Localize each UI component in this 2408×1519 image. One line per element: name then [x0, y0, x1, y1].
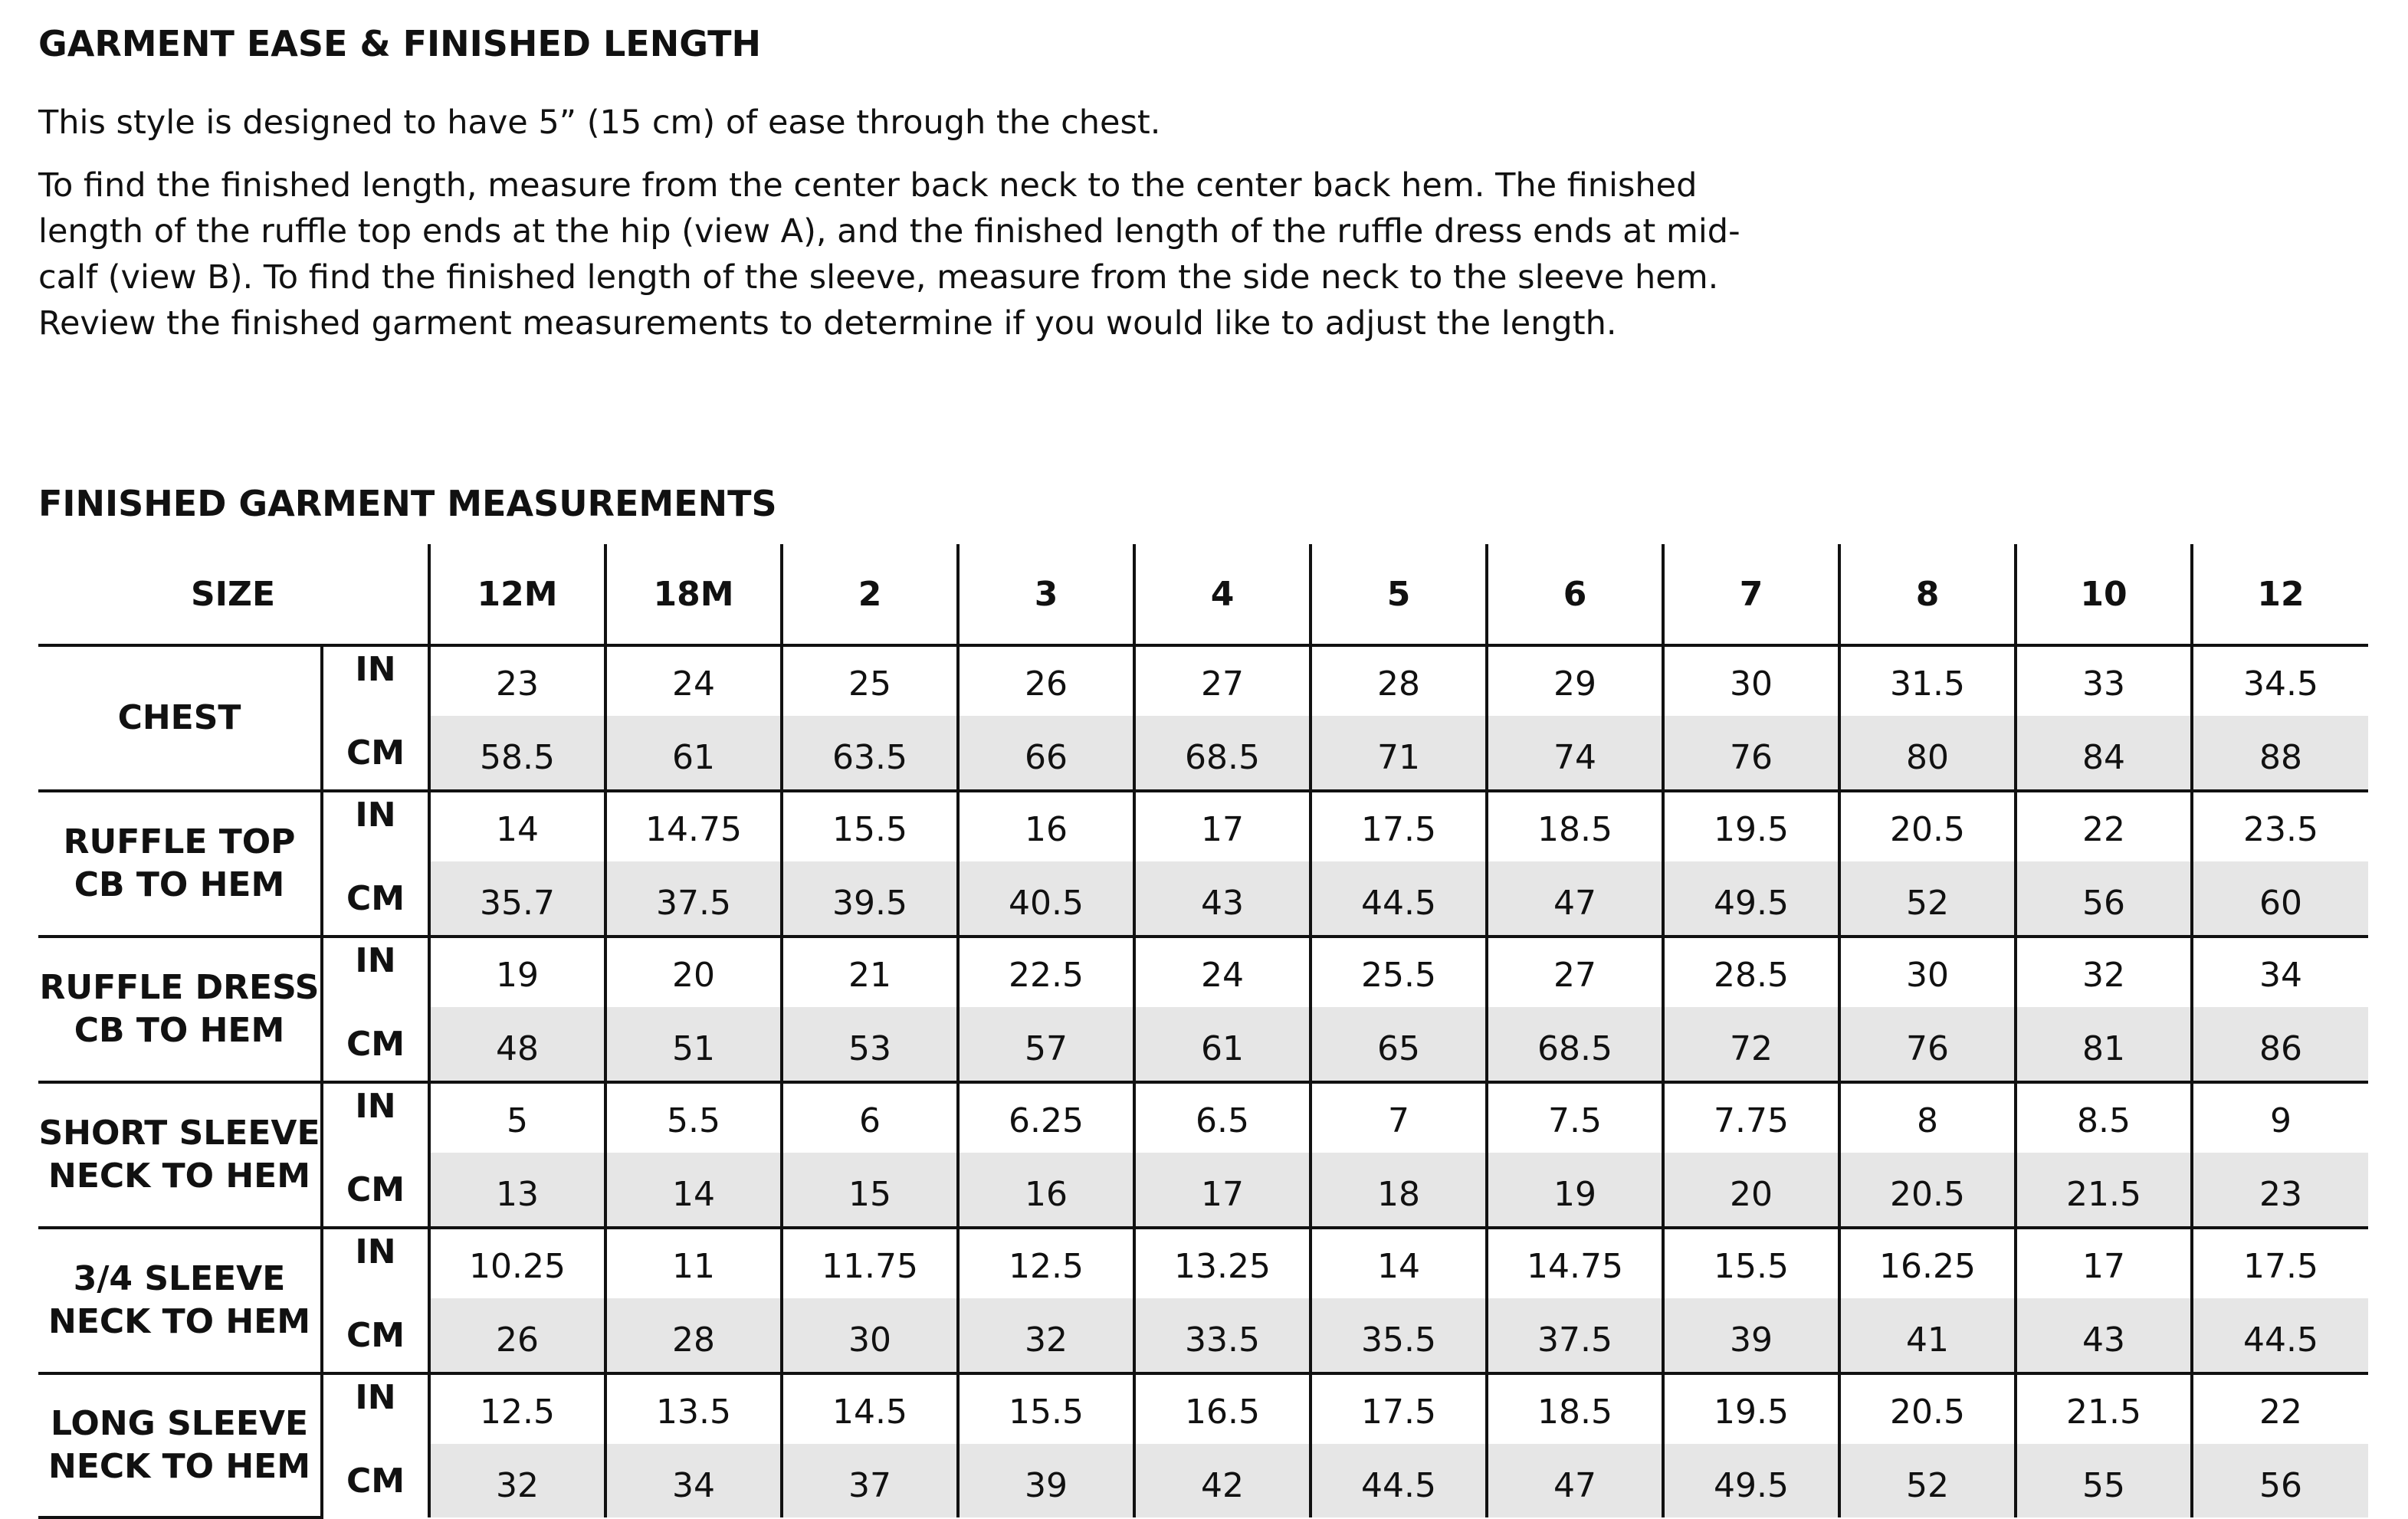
measurement-cell-in: 25 [782, 645, 958, 716]
measurement-cell-in: 24 [1134, 937, 1311, 1007]
size-header-cell: 4 [1134, 544, 1311, 645]
measurement-cell-in: 11 [605, 1228, 782, 1298]
measurement-cell-cm: 23 [2192, 1153, 2368, 1228]
size-header-cell: 5 [1311, 544, 1487, 645]
measurement-cell-cm: 66 [958, 716, 1134, 791]
measurement-cell-in: 34.5 [2192, 645, 2368, 716]
measurement-cell-cm: 39.5 [782, 861, 958, 937]
measurement-row-label [38, 937, 322, 1082]
measurement-row-label [38, 1228, 322, 1373]
unit-label-in: IN [322, 1082, 429, 1153]
measurement-cell-in: 23.5 [2192, 791, 2368, 861]
unit-label-cm: CM [322, 716, 429, 791]
measurement-cell-cm: 74 [1487, 716, 1663, 791]
measurement-row-cm [38, 861, 2368, 937]
measurement-cell-cm: 43 [1134, 861, 1311, 937]
measurement-cell-cm: 28 [605, 1298, 782, 1373]
finished-length-paragraph: To find the finished length, measure from the center back neck to the center back hem. The finished length of the ruffle top ends at the hip (view A), and the finished length of the ruffle dress ends at mid-calf (view B). To find the finished length of the sleeve, measure from the side neck to the sleeve hem. Review the finished garment measurements to determine if you would like to adjust the length. [38, 166, 1740, 343]
measurement-cell-in: 7 [1311, 1082, 1487, 1153]
measurement-cell-in: 33 [2016, 645, 2192, 716]
measurement-cell-in: 14.5 [782, 1373, 958, 1444]
measurement-cell-in: 21 [782, 937, 958, 1007]
measurement-cell-cm: 42 [1134, 1444, 1311, 1517]
measurement-cell-cm: 18 [1311, 1153, 1487, 1228]
measurement-cell-cm: 68.5 [1487, 1007, 1663, 1082]
measurement-cell-in: 16.5 [1134, 1373, 1311, 1444]
measurement-cell-in: 27 [1134, 645, 1311, 716]
measurement-cell-in: 6.5 [1134, 1082, 1311, 1153]
measurement-cell-cm: 37.5 [605, 861, 782, 937]
measurement-cell-in: 17.5 [1311, 1373, 1487, 1444]
measurement-row-cm [38, 716, 2368, 791]
measurement-cell-cm: 19 [1487, 1153, 1663, 1228]
unit-label-cm: CM [322, 1444, 429, 1517]
row-label-line: RUFFLE DRESS [39, 968, 320, 1007]
measurement-cell-in: 8 [1839, 1082, 2016, 1153]
measurement-cell-cm: 40.5 [958, 861, 1134, 937]
measurement-cell-in: 19.5 [1663, 1373, 1839, 1444]
size-header-row [38, 544, 2368, 645]
measurement-cell-cm: 52 [1839, 1444, 2016, 1517]
measurement-cell-cm: 51 [605, 1007, 782, 1082]
measurement-cell-cm: 32 [958, 1298, 1134, 1373]
measurement-cell-cm: 52 [1839, 861, 2016, 937]
measurement-cell-in: 22 [2192, 1373, 2368, 1444]
unit-label-cm: CM [322, 1007, 429, 1082]
measurement-cell-in: 9 [2192, 1082, 2368, 1153]
measurement-row-label [38, 645, 322, 791]
measurement-cell-cm: 48 [429, 1007, 605, 1082]
measurement-cell-cm: 16 [958, 1153, 1134, 1228]
size-header-cell: 12M [429, 544, 605, 645]
measurement-cell-in: 34 [2192, 937, 2368, 1007]
measurement-cell-cm: 63.5 [782, 716, 958, 791]
measurement-cell-cm: 49.5 [1663, 861, 1839, 937]
unit-label-cm: CM [322, 1298, 429, 1373]
measurement-cell-cm: 37 [782, 1444, 958, 1517]
measurement-cell-cm: 57 [958, 1007, 1134, 1082]
measurement-cell-cm: 20 [1663, 1153, 1839, 1228]
measurement-cell-cm: 21.5 [2016, 1153, 2192, 1228]
measurement-cell-in: 14 [496, 809, 539, 849]
measurement-cell-cm: 58.5 [429, 716, 605, 791]
measurement-cell-cm: 20.5 [1839, 1153, 2016, 1228]
measurement-cell-in: 6 [782, 1082, 958, 1153]
measurement-cell-in: 20.5 [1839, 791, 2016, 861]
measurement-cell-cm: 72 [1663, 1007, 1839, 1082]
measurement-cell-cm: 44.5 [1311, 1444, 1487, 1517]
size-header-label: SIZE [38, 544, 429, 645]
measurement-cell-in: 26 [958, 645, 1134, 716]
measurement-row-cm [38, 1298, 2368, 1373]
measurement-cell-in: 7.5 [1487, 1082, 1663, 1153]
measurement-cell-in: 29 [1487, 645, 1663, 716]
ease-section-title: GARMENT EASE & FINISHED LENGTH [38, 23, 762, 64]
measurement-cell-cm: 44.5 [2192, 1298, 2368, 1373]
measurement-cell-cm: 30 [782, 1298, 958, 1373]
measurement-cell-cm: 56 [2016, 861, 2192, 937]
ease-paragraph: This style is designed to have 5” (15 cm) of ease through the chest. [38, 103, 1161, 142]
measurement-cell-cm: 39 [1663, 1298, 1839, 1373]
measurement-cell-cm: 44.5 [1311, 861, 1487, 937]
measurement-cell-cm: 76 [1663, 716, 1839, 791]
measurement-cell-cm: 84 [2016, 716, 2192, 791]
measurement-cell-in: 25.5 [1311, 937, 1487, 1007]
measurement-cell-cm: 34 [605, 1444, 782, 1517]
measurement-cell-cm: 61 [1134, 1007, 1311, 1082]
measurement-cell-in: 24 [605, 645, 782, 716]
measurement-cell-in: 18.5 [1487, 791, 1663, 861]
measurement-cell-in: 18.5 [1487, 1373, 1663, 1444]
row-label-line: NECK TO HEM [48, 1447, 310, 1486]
measurement-cell-in: 28 [1311, 645, 1487, 716]
size-header-cell: 6 [1487, 544, 1663, 645]
measurement-cell-cm: 33.5 [1134, 1298, 1311, 1373]
measurement-cell-cm: 14 [605, 1153, 782, 1228]
measurement-cell-in: 11.75 [782, 1228, 958, 1298]
measurement-cell-in: 7.75 [1663, 1082, 1839, 1153]
measurement-cell-cm: 37.5 [1487, 1298, 1663, 1373]
measurement-cell-cm: 60 [2192, 861, 2368, 937]
measurement-row-in [38, 645, 2368, 716]
measurement-cell-cm: 47 [1487, 861, 1663, 937]
measurement-cell-in: 8.5 [2016, 1082, 2192, 1153]
measurement-cell-cm: 35.7 [429, 861, 605, 937]
measurement-cell-cm: 43 [2016, 1298, 2192, 1373]
measurement-cell-cm: 68.5 [1134, 716, 1311, 791]
row-label-line: RUFFLE TOP [63, 822, 296, 861]
row-label-line: SHORT SLEEVE [38, 1114, 320, 1153]
measurement-row-in [38, 1082, 2368, 1153]
measurement-cell-cm: 39 [958, 1444, 1134, 1517]
row-label-line: 3/4 SLEEVE [73, 1259, 286, 1298]
measurement-row-cm [38, 1153, 2368, 1228]
measurement-cell-cm: 80 [1839, 716, 2016, 791]
measurement-row-in [38, 1228, 2368, 1298]
measurement-cell-in: 5.5 [605, 1082, 782, 1153]
row-label-line: CB TO HEM [74, 1011, 285, 1050]
measurement-cell-in: 21.5 [2016, 1373, 2192, 1444]
unit-label-in: IN [322, 1228, 429, 1298]
measurement-cell-in: 19.5 [1663, 791, 1839, 861]
size-header-cell: 8 [1839, 544, 2016, 645]
measurement-cell-cm: 65 [1311, 1007, 1487, 1082]
measurement-cell-cm: 71 [1311, 716, 1487, 791]
measurements-table-body [38, 645, 2368, 1517]
measurement-cell-in: 31.5 [1839, 645, 2016, 716]
measurement-cell-in: 17.5 [2192, 1228, 2368, 1298]
measurement-cell-cm: 81 [2016, 1007, 2192, 1082]
measurement-cell-cm: 88 [2192, 716, 2368, 791]
measurement-row-in [38, 937, 2368, 1007]
measurement-cell-in: 22.5 [958, 937, 1134, 1007]
unit-label-cm: CM [322, 861, 429, 937]
measurement-cell-cm: 47 [1487, 1444, 1663, 1517]
row-label-line: NECK TO HEM [48, 1302, 310, 1341]
size-header-cell: 18M [605, 544, 782, 645]
measurement-row-label [38, 1373, 322, 1517]
measurement-cell-in: 15.5 [782, 791, 958, 861]
measurement-cell-cm: 76 [1839, 1007, 2016, 1082]
measurement-cell-cm: 17 [1134, 1153, 1311, 1228]
measurement-cell-in: 28.5 [1663, 937, 1839, 1007]
measurement-row-cm [38, 1444, 2368, 1517]
measurement-cell-in: 16 [958, 791, 1134, 861]
unit-label-in: IN [322, 791, 429, 861]
measurement-cell-in: 17 [1134, 791, 1311, 861]
measurement-cell-in: 13.5 [605, 1373, 782, 1444]
measurement-cell-in: 30 [1839, 937, 2016, 1007]
measurement-cell-in: 15.5 [958, 1373, 1134, 1444]
unit-label-cm: CM [322, 1153, 429, 1228]
measurement-cell-in: 6.25 [958, 1082, 1134, 1153]
size-header-cell: 12 [2192, 544, 2368, 645]
measurement-row-label [38, 791, 322, 937]
measurement-cell-in: 14.75 [605, 791, 782, 861]
measurement-cell-in: 13.25 [1134, 1228, 1311, 1298]
measurement-cell-cm: 32 [429, 1444, 605, 1517]
row-label-line: NECK TO HEM [48, 1156, 310, 1196]
measurement-cell-in: 12.5 [958, 1228, 1134, 1298]
measurement-cell-cm: 49.5 [1663, 1444, 1839, 1517]
measurement-cell-in: 17 [2016, 1228, 2192, 1298]
measurement-cell-in: 15.5 [1663, 1228, 1839, 1298]
size-header-cell: 2 [782, 544, 958, 645]
row-label-line: CHEST [117, 698, 241, 737]
size-header-cell: 7 [1663, 544, 1839, 645]
measurement-cell-in: 30 [1663, 645, 1839, 716]
unit-label-in: IN [322, 937, 429, 1007]
measurement-cell-in: 12.5 [480, 1392, 555, 1432]
measurement-cell-cm: 13 [429, 1153, 605, 1228]
measurement-cell-in: 32 [2016, 937, 2192, 1007]
size-header-cell: 3 [958, 544, 1134, 645]
measurement-row-in [38, 1373, 2368, 1444]
measurement-cell-cm: 61 [605, 716, 782, 791]
measurement-cell-cm: 56 [2192, 1444, 2368, 1517]
measurement-cell-in: 22 [2016, 791, 2192, 861]
measurement-cell-cm: 86 [2192, 1007, 2368, 1082]
measurement-row-label [38, 1082, 322, 1228]
measurement-cell-in: 19 [496, 955, 539, 995]
measurement-cell-in: 14.75 [1487, 1228, 1663, 1298]
measurement-cell-cm: 41 [1839, 1298, 2016, 1373]
measurement-cell-in: 5 [507, 1101, 528, 1140]
measurement-cell-cm: 15 [782, 1153, 958, 1228]
measurement-cell-cm: 53 [782, 1007, 958, 1082]
measurement-cell-cm: 35.5 [1311, 1298, 1487, 1373]
measurement-cell-in: 20.5 [1839, 1373, 2016, 1444]
measurement-cell-in: 14 [1311, 1228, 1487, 1298]
measurement-cell-cm: 26 [429, 1298, 605, 1373]
measurement-row-cm [38, 1007, 2368, 1082]
measurements-table-title: FINISHED GARMENT MEASUREMENTS [38, 483, 777, 524]
row-label-line: CB TO HEM [74, 865, 285, 904]
measurement-cell-in: 23 [496, 664, 539, 704]
measurement-row-in [38, 791, 2368, 861]
unit-label-in: IN [322, 645, 429, 716]
unit-label-in: IN [322, 1373, 429, 1444]
measurement-cell-in: 27 [1487, 937, 1663, 1007]
measurement-cell-in: 20 [605, 937, 782, 1007]
measurement-cell-in: 10.25 [469, 1246, 566, 1286]
measurement-cell-in: 17.5 [1311, 791, 1487, 861]
finished-garment-measurements-table [38, 544, 2368, 1519]
row-label-line: LONG SLEEVE [50, 1404, 309, 1443]
size-header-cell: 10 [2016, 544, 2192, 645]
measurement-cell-in: 16.25 [1839, 1228, 2016, 1298]
measurement-cell-cm: 55 [2016, 1444, 2192, 1517]
